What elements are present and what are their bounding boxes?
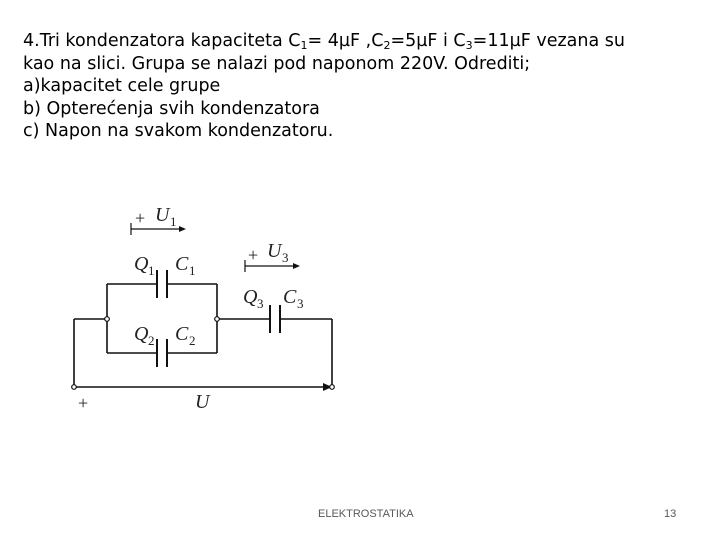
q3-label: Q: [243, 286, 258, 308]
task-line-1-suffix: =11µF vezana su: [472, 31, 625, 51]
voltage-arrow-u: [74, 383, 332, 391]
u-plus: +: [78, 393, 89, 413]
task-line-1-mid1: = 4µF ,C: [307, 31, 384, 51]
q3-subscript: 3: [257, 296, 264, 311]
task-line-5: c) Napon na svakom kondenzatoru.: [23, 121, 334, 141]
terminal-negative: [330, 385, 335, 390]
c2-subscript: 2: [383, 39, 391, 52]
u1-subscript: 1: [170, 214, 177, 229]
c1-label: C: [175, 253, 189, 275]
u-label: U: [195, 391, 210, 413]
task-line-3: a)kapacitet cele grupe: [23, 76, 221, 96]
terminal-positive: [72, 385, 77, 390]
c3-label: C: [283, 286, 297, 308]
c2-label: C: [175, 323, 189, 345]
task-line-1: [23, 30, 703, 53]
junction-right: [215, 317, 220, 322]
c1-subscript: 1: [300, 39, 308, 52]
page-number: 13: [664, 508, 677, 520]
task-line-4: b) Opterećenja svih kondenzatora: [23, 98, 320, 119]
task-line-1-prefix: 4.Tri kondenzatora kapaciteta C: [23, 31, 301, 51]
circuit-diagram: [55, 198, 350, 418]
c2-label-subscript: 2: [189, 333, 196, 348]
task-line-1-mid2: =5µF i C: [390, 31, 466, 51]
q1-subscript: 1: [148, 263, 155, 278]
u3-label: U: [267, 240, 282, 262]
footer-title: ELEKTROSTATIKA: [318, 508, 414, 520]
c3-label-subscript: 3: [297, 296, 304, 311]
q1-label: Q: [134, 253, 149, 275]
u1-label: U: [155, 204, 170, 226]
q2-subscript: 2: [148, 333, 155, 348]
u1-plus: +: [135, 208, 146, 228]
c1-label-subscript: 1: [189, 263, 196, 278]
junction-left: [105, 317, 110, 322]
u3-subscript: 3: [282, 250, 289, 265]
c3-subscript: 3: [465, 39, 473, 52]
q2-label: Q: [134, 323, 149, 345]
u3-plus: +: [248, 245, 259, 265]
task-text: [23, 30, 703, 143]
task-line-2: kao na slici. Grupa se nalazi pod naponom 220V. Odrediti;: [23, 53, 531, 74]
